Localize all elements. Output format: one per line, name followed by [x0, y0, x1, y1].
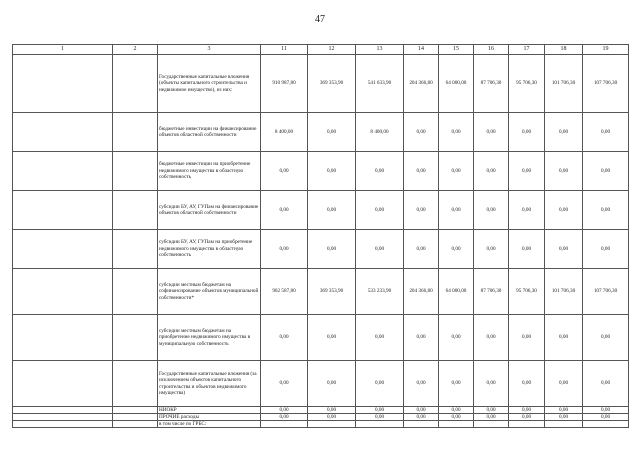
- table-row: [13, 361, 629, 407]
- value-cell: 0,00: [439, 407, 474, 414]
- value-cell: 0,00: [439, 191, 474, 230]
- value-cell: 0,00: [356, 361, 404, 407]
- blank-cell: [13, 361, 113, 407]
- blank-cell: [13, 55, 113, 113]
- value-cell: 0,00: [509, 315, 545, 361]
- value-cell: 0,00: [404, 315, 439, 361]
- value-cell: 0,00: [509, 414, 545, 421]
- blank-cell: [113, 191, 158, 230]
- table-row: [13, 414, 629, 421]
- value-cell: 0,00: [474, 315, 509, 361]
- value-cell: 0,00: [509, 407, 545, 414]
- value-cell: 0,00: [474, 414, 509, 421]
- table-row: [13, 191, 629, 230]
- value-cell: 107 706,30: [583, 55, 629, 113]
- value-cell: 0,00: [261, 361, 308, 407]
- value-cell: 0,00: [356, 414, 404, 421]
- blank-cell: [113, 421, 158, 428]
- value-cell: 0,00: [404, 152, 439, 191]
- row-label: бюджетные инвестиции на финансирование объектов областной собственности: [158, 113, 261, 152]
- header-cell: 17: [509, 45, 545, 55]
- value-cell: 95 706,30: [509, 55, 545, 113]
- page-number: 47: [315, 14, 325, 25]
- row-label: субсидии БУ, АУ, ГУПам на приобретение недвижимого имущества в областную собственность: [158, 230, 261, 269]
- value-cell: [404, 421, 439, 428]
- value-cell: 204 366,80: [404, 269, 439, 315]
- value-cell: 0,00: [261, 407, 308, 414]
- value-cell: 0,00: [308, 191, 356, 230]
- value-cell: 0,00: [356, 230, 404, 269]
- value-cell: 0,00: [545, 407, 583, 414]
- blank-cell: [113, 152, 158, 191]
- value-cell: 0,00: [474, 152, 509, 191]
- value-cell: 0,00: [509, 191, 545, 230]
- value-cell: 0,00: [583, 361, 629, 407]
- value-cell: 87 706,30: [474, 269, 509, 315]
- value-cell: 0,00: [261, 414, 308, 421]
- value-cell: 0,00: [545, 361, 583, 407]
- blank-cell: [13, 230, 113, 269]
- value-cell: 101 706,30: [545, 55, 583, 113]
- blank-cell: [113, 315, 158, 361]
- blank-cell: [13, 315, 113, 361]
- value-cell: 0,00: [545, 191, 583, 230]
- value-cell: 0,00: [474, 230, 509, 269]
- value-cell: 8 400,00: [261, 113, 308, 152]
- row-label: бюджетные инвестиции на приобретение недвижимого имущества в областную собственность: [158, 152, 261, 191]
- value-cell: 0,00: [545, 414, 583, 421]
- budget-table: [12, 44, 629, 428]
- value-cell: 0,00: [308, 113, 356, 152]
- header-cell: 18: [545, 45, 583, 55]
- value-cell: [545, 421, 583, 428]
- value-cell: 0,00: [583, 152, 629, 191]
- value-cell: [583, 421, 629, 428]
- value-cell: 0,00: [583, 191, 629, 230]
- value-cell: 107 706,30: [583, 269, 629, 315]
- value-cell: [509, 421, 545, 428]
- value-cell: 0,00: [439, 361, 474, 407]
- header-cell: 13: [356, 45, 404, 55]
- value-cell: 204 366,80: [404, 55, 439, 113]
- value-cell: 369 353,90: [308, 269, 356, 315]
- table-row: [13, 152, 629, 191]
- blank-cell: [113, 55, 158, 113]
- header-cell: 15: [439, 45, 474, 55]
- value-cell: 0,00: [261, 230, 308, 269]
- row-label: в том числе по ГРБС:: [158, 421, 261, 428]
- table-row: [13, 315, 629, 361]
- blank-cell: [13, 152, 113, 191]
- value-cell: [474, 421, 509, 428]
- value-cell: 0,00: [509, 230, 545, 269]
- value-cell: 533 233,90: [356, 269, 404, 315]
- value-cell: 541 633,90: [356, 55, 404, 113]
- value-cell: 0,00: [439, 414, 474, 421]
- value-cell: 0,00: [308, 230, 356, 269]
- value-cell: 0,00: [439, 230, 474, 269]
- value-cell: 902 587,80: [261, 269, 308, 315]
- value-cell: 101 706,30: [545, 269, 583, 315]
- value-cell: 0,00: [356, 315, 404, 361]
- value-cell: 0,00: [308, 414, 356, 421]
- value-cell: [439, 421, 474, 428]
- header-cell: 3: [158, 45, 261, 55]
- header-cell: 1: [13, 45, 113, 55]
- blank-cell: [113, 407, 158, 414]
- value-cell: 369 353,90: [308, 55, 356, 113]
- row-label: Государственные капитальные вложения (за исключением объектов капитального строительства и объектов недвижимого имущества): [158, 361, 261, 407]
- header-cell: 14: [404, 45, 439, 55]
- value-cell: 0,00: [404, 361, 439, 407]
- blank-cell: [113, 361, 158, 407]
- value-cell: 0,00: [404, 113, 439, 152]
- value-cell: 0,00: [308, 361, 356, 407]
- value-cell: 0,00: [404, 414, 439, 421]
- value-cell: 910 987,80: [261, 55, 308, 113]
- header-cell: 2: [113, 45, 158, 55]
- header-cell: 12: [308, 45, 356, 55]
- value-cell: 0,00: [583, 407, 629, 414]
- value-cell: 0,00: [474, 361, 509, 407]
- value-cell: [356, 421, 404, 428]
- header-cell: 11: [261, 45, 308, 55]
- value-cell: 0,00: [356, 191, 404, 230]
- value-cell: [261, 421, 308, 428]
- row-label: Государственные капитальные вложения (объекты капитального строительства и недвижимое имущество), из них:: [158, 55, 261, 113]
- blank-cell: [113, 414, 158, 421]
- value-cell: 0,00: [583, 113, 629, 152]
- blank-cell: [13, 191, 113, 230]
- value-cell: 8 400,00: [356, 113, 404, 152]
- value-cell: 64 000,00: [439, 269, 474, 315]
- value-cell: 0,00: [583, 315, 629, 361]
- value-cell: 0,00: [545, 230, 583, 269]
- blank-cell: [113, 230, 158, 269]
- value-cell: 0,00: [509, 113, 545, 152]
- table-row: [13, 230, 629, 269]
- value-cell: 0,00: [545, 113, 583, 152]
- value-cell: 0,00: [308, 315, 356, 361]
- value-cell: 0,00: [404, 191, 439, 230]
- value-cell: 0,00: [474, 113, 509, 152]
- row-label: ПРОЧИЕ расходы: [158, 414, 261, 421]
- value-cell: 0,00: [308, 152, 356, 191]
- value-cell: 0,00: [356, 152, 404, 191]
- row-label: субсидии местным бюджетам на приобретение недвижимого имущества в муниципальную собственность: [158, 315, 261, 361]
- blank-cell: [13, 421, 113, 428]
- header-cell: 16: [474, 45, 509, 55]
- value-cell: 0,00: [308, 407, 356, 414]
- value-cell: 0,00: [261, 152, 308, 191]
- value-cell: 64 000,00: [439, 55, 474, 113]
- header-cell: 19: [583, 45, 629, 55]
- blank-cell: [13, 113, 113, 152]
- blank-cell: [13, 414, 113, 421]
- table-row: [13, 55, 629, 113]
- value-cell: 0,00: [439, 152, 474, 191]
- table-row: [13, 421, 629, 428]
- blank-cell: [13, 407, 113, 414]
- value-cell: 95 706,30: [509, 269, 545, 315]
- row-label: НИОКР: [158, 407, 261, 414]
- value-cell: 0,00: [545, 152, 583, 191]
- value-cell: 0,00: [583, 414, 629, 421]
- value-cell: 0,00: [545, 315, 583, 361]
- table-row: [13, 113, 629, 152]
- value-cell: [308, 421, 356, 428]
- value-cell: 87 706,30: [474, 55, 509, 113]
- value-cell: 0,00: [439, 113, 474, 152]
- value-cell: 0,00: [404, 230, 439, 269]
- blank-cell: [13, 269, 113, 315]
- value-cell: 0,00: [356, 407, 404, 414]
- value-cell: 0,00: [474, 191, 509, 230]
- header-row: [13, 45, 629, 55]
- value-cell: 0,00: [509, 152, 545, 191]
- table-row: [13, 407, 629, 414]
- value-cell: 0,00: [261, 315, 308, 361]
- value-cell: 0,00: [261, 191, 308, 230]
- value-cell: 0,00: [509, 361, 545, 407]
- blank-cell: [113, 269, 158, 315]
- row-label: субсидии БУ, АУ, ГУПам на финансирование объектов областной собственности: [158, 191, 261, 230]
- blank-cell: [113, 113, 158, 152]
- value-cell: 0,00: [439, 315, 474, 361]
- value-cell: 0,00: [404, 407, 439, 414]
- table-row: [13, 269, 629, 315]
- value-cell: 0,00: [583, 230, 629, 269]
- row-label: субсидии местным бюджетам на софинансирование объектов муниципальной собственности*: [158, 269, 261, 315]
- value-cell: 0,00: [474, 407, 509, 414]
